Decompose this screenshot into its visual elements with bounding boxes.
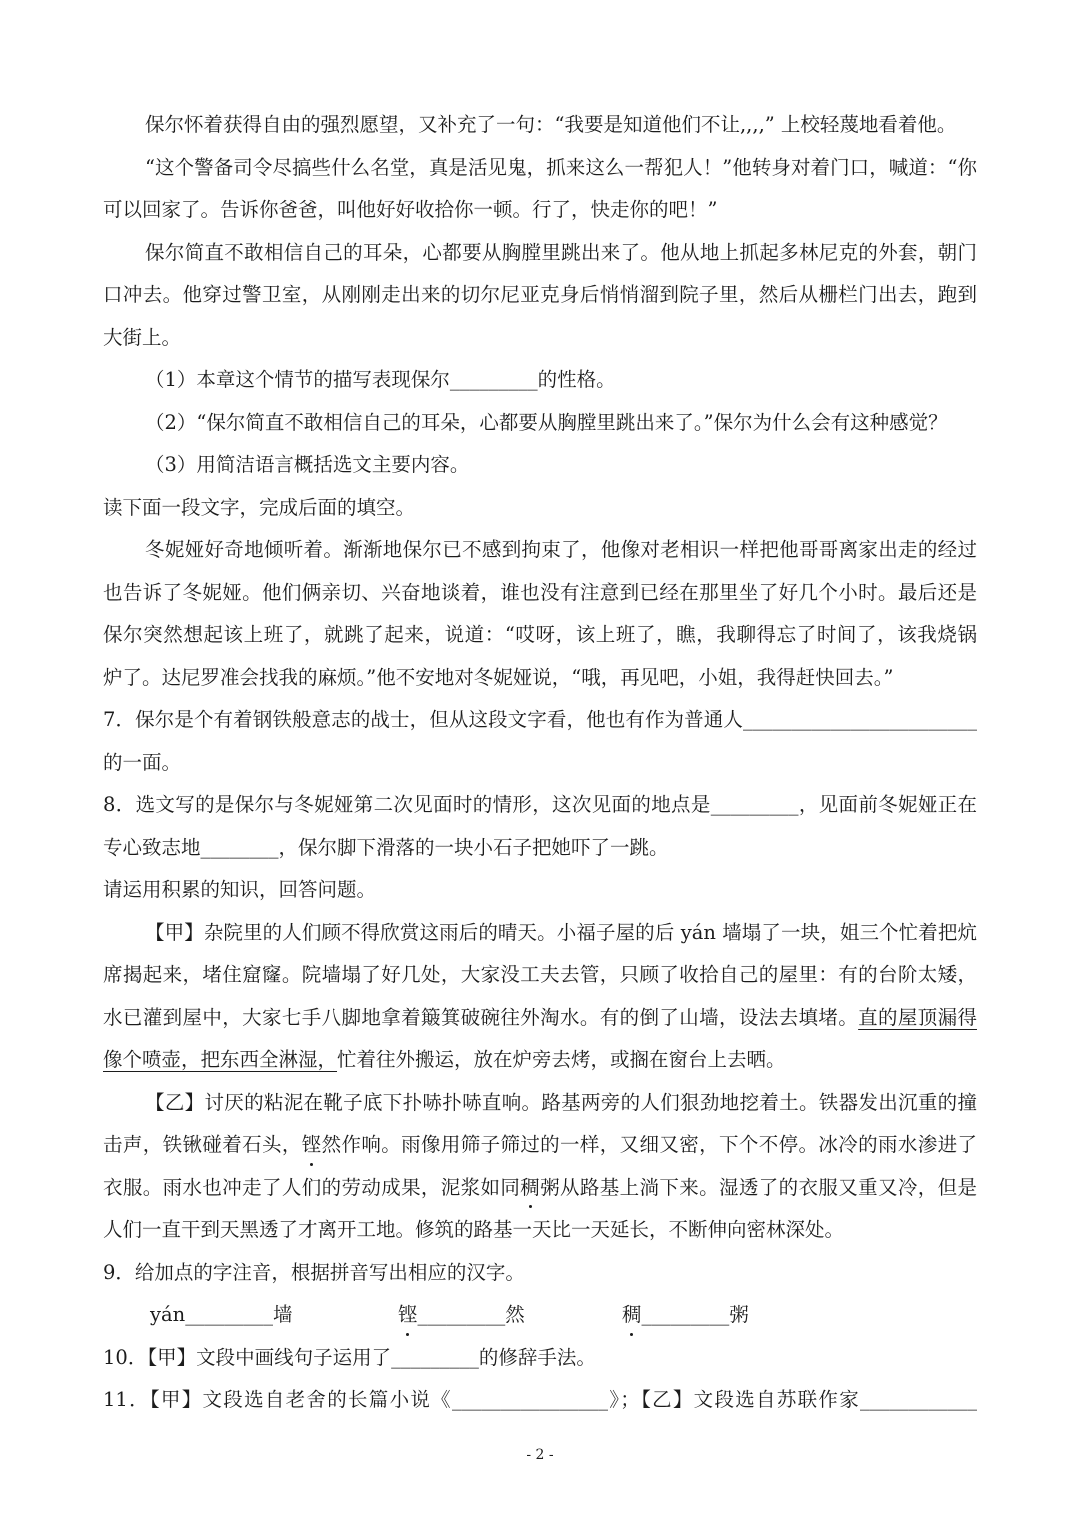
passage-escape-p3-line3: 大街上。 [103,325,182,349]
answer-blank: ________________ [451,1388,608,1411]
pinyin-label: yán [150,1303,186,1326]
passage-yi-line1: 【乙】讨厌的粘泥在靴子底下扑哧扑哧直响。路基两旁的人们狠劲地挖着土。铁器发出沉重的撞 [145,1090,977,1114]
passage-yi-line4: 人们一直干到天黑透了才离开工地。修筑的路基一天比一天延长，不断伸向密林深处。 [103,1218,845,1241]
sub-question-1-tail: 的性格。 [537,368,616,391]
question-9-item-chou [622,1294,749,1337]
passage-escape-p2-line1: “这个警备司令尽搞些什么名堂，真是活见鬼，抓来这么一帮犯人！”他转身对着门口，喊道：“你 [145,155,977,179]
passage-escape-p2-line2: 可以回家了。告诉你爸爸，叫他好好收拾你一顿。行了，快走你的吧！” [103,198,718,221]
question-11-middle: 》；【乙】文段选自苏联作家 [607,1388,860,1411]
question-8 [103,784,977,827]
passage-tonya-line3: 保尔突然想起该上班了，就跳了起来，说道：“哎呀，该上班了，瞧，我聊得忘了时间了，该我烧锅 [103,623,977,646]
dotted-character: 铿 [398,1294,418,1337]
passage-jia-line3-text: 水已灌到屋中，大家七手八脚地拿着簸箕破碗往外淘水。有的倒了山墙，设法去填堵。 [103,1005,859,1029]
question-9: 9．给加点的字注音，根据拼音写出相应的汉字。 [103,1260,525,1284]
underlined-sentence: 直的屋顶漏得 [858,1005,977,1029]
answer-blank: _________ [185,1303,273,1326]
passage-yi-line2 [103,1124,977,1167]
question-7-text: 7．保尔是个有着钢铁般意志的战士，但从这段文字看，他也有作为普通人 [103,708,743,731]
question-10 [103,1337,977,1380]
underlined-sentence: 像个喷壶，把东西全淋湿， [103,1048,338,1071]
answer-blank: ________ [200,835,279,859]
passage-escape-p3-line2: 口冲去。他穿过警卫室，从刚刚走出来的切尔尼亚克身后悄悄溜到院子里，然后从栅栏门出去，跑到 [103,283,977,306]
question-11-text: 11．【甲】文段选自老舍的长篇小说《 [103,1388,452,1411]
sub-question-3: （3）用简洁语言概括选文主要内容。 [145,453,470,476]
question-11 [103,1379,977,1422]
passage-yi-line3 [103,1167,977,1210]
question-7 [103,699,977,742]
sub-question-2: （2）“保尔简直不敢相信自己的耳朵，心都要从胸膛里跳出来了。”保尔为什么会有这种感觉？ [145,410,948,434]
passage-escape-p1: 保尔怀着获得自由的强烈愿望，又补充了一句：“我要是知道他们不让,,,,” 上校轻蔑地看着他。 [145,113,957,136]
sub-question-1-text: （1）本章这个情节的描写表现保尔 [145,368,450,391]
question-7-continuation: 的一面。 [103,750,182,774]
passage-tonya-line1: 冬妮娅好奇地倾听着。渐渐地保尔已不感到拘束了，他像对老相识一样把他哥哥离家出走的经过 [145,538,977,561]
passage-jia-line4 [103,1039,977,1082]
item-tail: 粥 [729,1303,749,1326]
page-number: - 2 - [526,1447,554,1463]
dotted-character: 铿 [302,1124,322,1167]
passage-yi-line2-text: 击声，铁锹碰着石头， [103,1133,302,1156]
reading-instruction: 读下面一段文字，完成后面的填空。 [103,495,416,519]
passage-yi-line2-tail: 然作响。雨像用筛子筛过的一样，又细又密，下个不停。冰冷的雨水渗进了 [321,1133,977,1156]
passage-escape-p3-line1: 保尔简直不敢相信自己的耳朵，心都要从胸膛里跳出来了。他从地上抓起多林尼克的外套，朝门 [145,240,977,264]
knowledge-instruction: 请运用积累的知识，回答问题。 [103,878,377,901]
passage-jia-line1: 【甲】杂院里的人们顾不得欣赏这雨后的晴天。小福子屋的后 yán 墙塌了一块，姐三个忙着把炕 [145,920,977,944]
answer-blank: _________ [710,793,799,816]
question-8-line2-tail: ，保尔脚下滑落的一块小石子把她吓了一跳。 [278,835,669,859]
question-10-tail: 的修辞手法。 [478,1345,596,1369]
dotted-character: 稠 [520,1167,540,1210]
question-8-text: 8．选文写的是保尔与冬妮娅第二次见面时的情形，这次见面的地点是 [103,793,711,816]
passage-yi-line3-text: 衣服。雨水也冲走了人们的劳动成果，泥浆如同 [103,1175,521,1199]
question-8-text-cont: ，见面前冬妮娅正在 [798,793,977,816]
passage-tonya-line4: 炉了。达尼罗准会找我的麻烦。”他不安地对冬妮娅说，“哦，再见吧，小姐，我得赶快回去。” [103,665,894,689]
answer-blank: _________ [417,1303,506,1326]
exam-page-body [103,104,977,1422]
question-10-text: 10．【甲】文段中画线句子运用了 [103,1345,392,1369]
passage-tonya-line2: 也告诉了冬妮娅。他们俩亲切、兴奋地谈着，谁也没有注意到已经在那里坐了好几个小时。最后还是 [103,580,977,604]
passage-jia-line4-text: 忙着往外搬运，放在炉旁去烤，或搁在窗台上去晒。 [337,1048,786,1071]
answer-blank: _________ [391,1345,479,1369]
answer-blank: ____________ [859,1388,977,1411]
passage-jia-line2: 席揭起来，堵住窟窿。院墙塌了好几处，大家没工夫去管，只顾了收拾自己的屋里：有的台阶太矮， [103,963,977,986]
sub-question-1 [103,359,977,402]
question-9-item-yan [150,1294,292,1337]
passage-yi-line3-tail: 粥从路基上淌下来。湿透了的衣服又重又冷，但是 [539,1175,977,1199]
answer-blank: ________________________ [743,708,977,731]
item-tail: 然 [505,1303,525,1326]
item-tail: 墙 [272,1303,293,1326]
answer-blank: _________ [641,1303,730,1326]
dotted-character: 稠 [622,1294,642,1337]
question-9-item-keng [398,1294,525,1337]
answer-blank: _________ [449,368,538,391]
question-8-line2 [103,827,977,870]
passage-jia-line3 [103,997,977,1040]
question-9-answers [103,1294,977,1337]
question-8-line2-text: 专心致志地 [103,835,201,859]
